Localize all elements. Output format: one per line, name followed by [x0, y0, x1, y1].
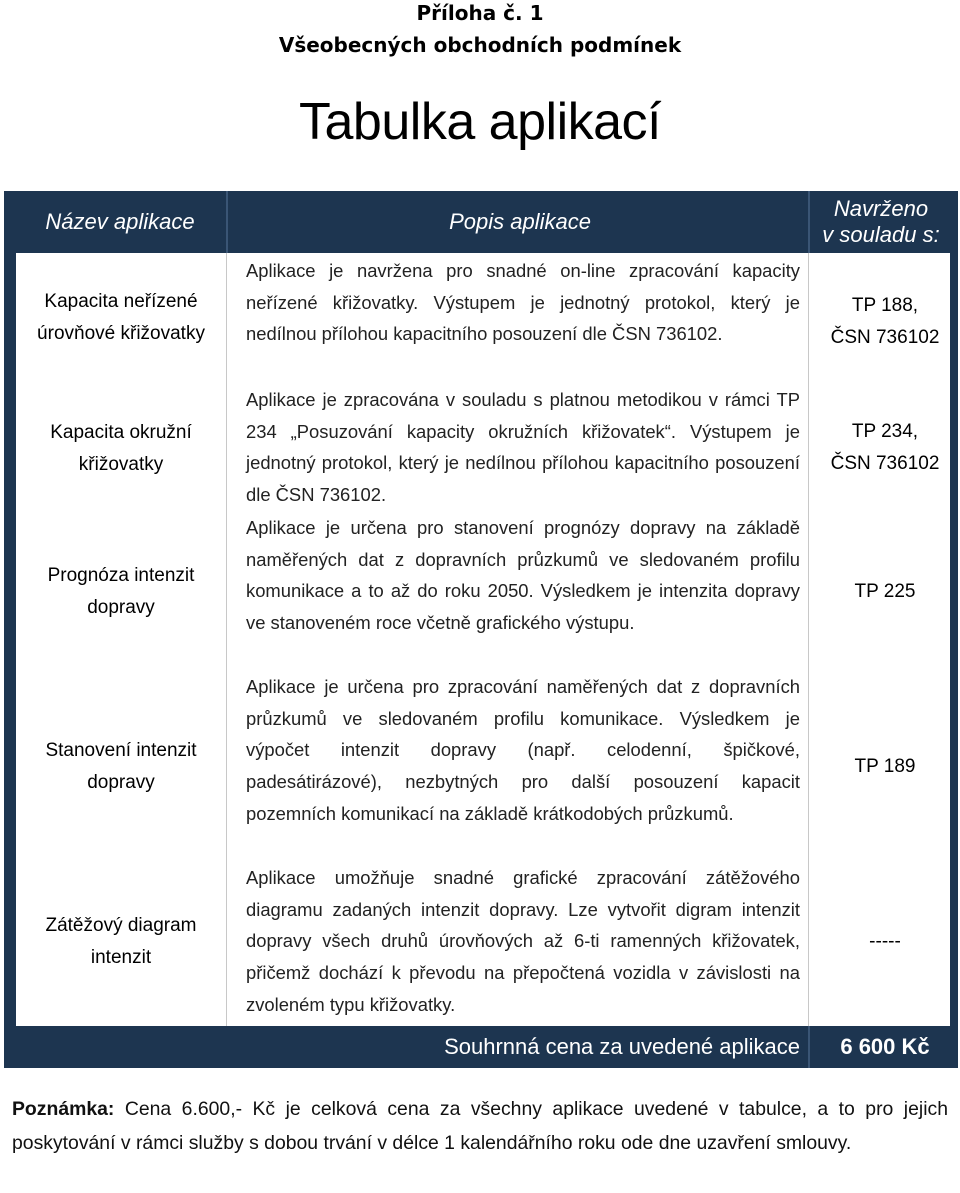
table-row-complies: [810, 290, 960, 354]
terms-label: Všeobecných obchodních podmínek: [278, 33, 682, 57]
column-divider: [808, 191, 810, 253]
table-row-description: Aplikace umožňuje snadné grafické zpracování zátěžového diagramu zadaných intenzit dopravy. Lze vytvořit digram intenzit dopravy všech druhů úrovňových až 6-ti ramenných křižovatek, přičemž dochází k převodu na přepočtená vozidla v závislosti na zvoleném typu křižovatky.: [246, 867, 800, 1015]
table-row-description: Aplikace je zpracována v souladu s platnou metodikou v rámci TP 234 „Posuzování kapacity okružních křižovatek“. Výstupem je jednotný protokol, který je nedílnou přílohou kapacitního posouzení dle ČSN 736102.: [246, 389, 800, 506]
column-header-name: Název aplikace: [16, 191, 224, 253]
table-row-name: Kapacita okružní křižovatky: [50, 422, 192, 475]
table-row-name: Kapacita neřízené úrovňové křižovatky: [37, 291, 205, 344]
complies-line1: TP 188,: [851, 295, 919, 316]
column-divider: [808, 253, 809, 1026]
table-left-border: [4, 191, 16, 1068]
annex-label: Příloha č. 1: [416, 1, 544, 25]
complies-line2: ČSN 736102: [830, 327, 940, 348]
table-row-description: Aplikace je určena pro stanovení prognózy dopravy na základě naměřených dat z dopravních průzkumů ve sledovaném profilu komunikace a to až do roku 2050. Výsledkem je intenzita dopravy ve stanoveném roce včetně grafického výstupu.: [246, 517, 800, 634]
total-label: Souhrnná cena za uvedené aplikace: [444, 1034, 800, 1059]
table-row-description: Aplikace je určena pro zpracování naměřených dat z dopravních průzkumů ve sledovaném profilu komunikace. Výsledkem je výpočet intenzit dopravy (např. celodenní, špičkové, padesátirázové), nezbytných pro další posouzení kapacit pozemních komunikací na základě krátkodobých průzkumů.: [246, 676, 800, 824]
table-row-name: Zátěžový diagram intenzit: [45, 915, 197, 968]
table-row-complies: [810, 751, 960, 783]
column-header-complies: [812, 191, 950, 253]
table-row-complies: [810, 926, 960, 958]
column-header-complies-line2: v souladu s:: [822, 222, 940, 247]
table-row-name: Stanovení intenzit dopravy: [45, 740, 197, 793]
column-header-description: Popis aplikace: [234, 191, 806, 253]
column-divider: [808, 1026, 810, 1068]
complies-line1: TP 234,: [851, 421, 919, 442]
complies-line1: TP 225: [854, 581, 916, 602]
page-title: Tabulka aplikací: [299, 93, 661, 151]
complies-line2: ČSN 736102: [830, 453, 940, 474]
table-row-complies: [810, 416, 960, 480]
total-price: 6 600 Kč: [840, 1034, 930, 1059]
complies-line1: -----: [869, 931, 901, 952]
note-text: Cena 6.600,- Kč je celková cena za všechny aplikace uvedené v tabulce, a to pro jejich poskytování v rámci služby s dobou trvání v délce 1 kalendářního roku ode dne uzavření smlouvy.: [12, 1098, 948, 1154]
column-header-complies-line1: Navrženo: [833, 196, 929, 221]
note-label: Poznámka:: [12, 1098, 115, 1120]
note-paragraph: [12, 1093, 948, 1160]
complies-line1: TP 189: [854, 756, 916, 777]
table-row-description: Aplikace je navržena pro snadné on-line zpracování kapacity neřízené křižovatky. Výstupem je jednotný protokol, který je nedílnou přílohou kapacitního posouzení dle ČSN 736102.: [246, 260, 800, 345]
table-row-complies: [810, 576, 960, 608]
table-row-name: Prognóza intenzit dopravy: [47, 565, 195, 618]
column-divider: [226, 191, 228, 253]
column-divider: [226, 253, 233, 1026]
